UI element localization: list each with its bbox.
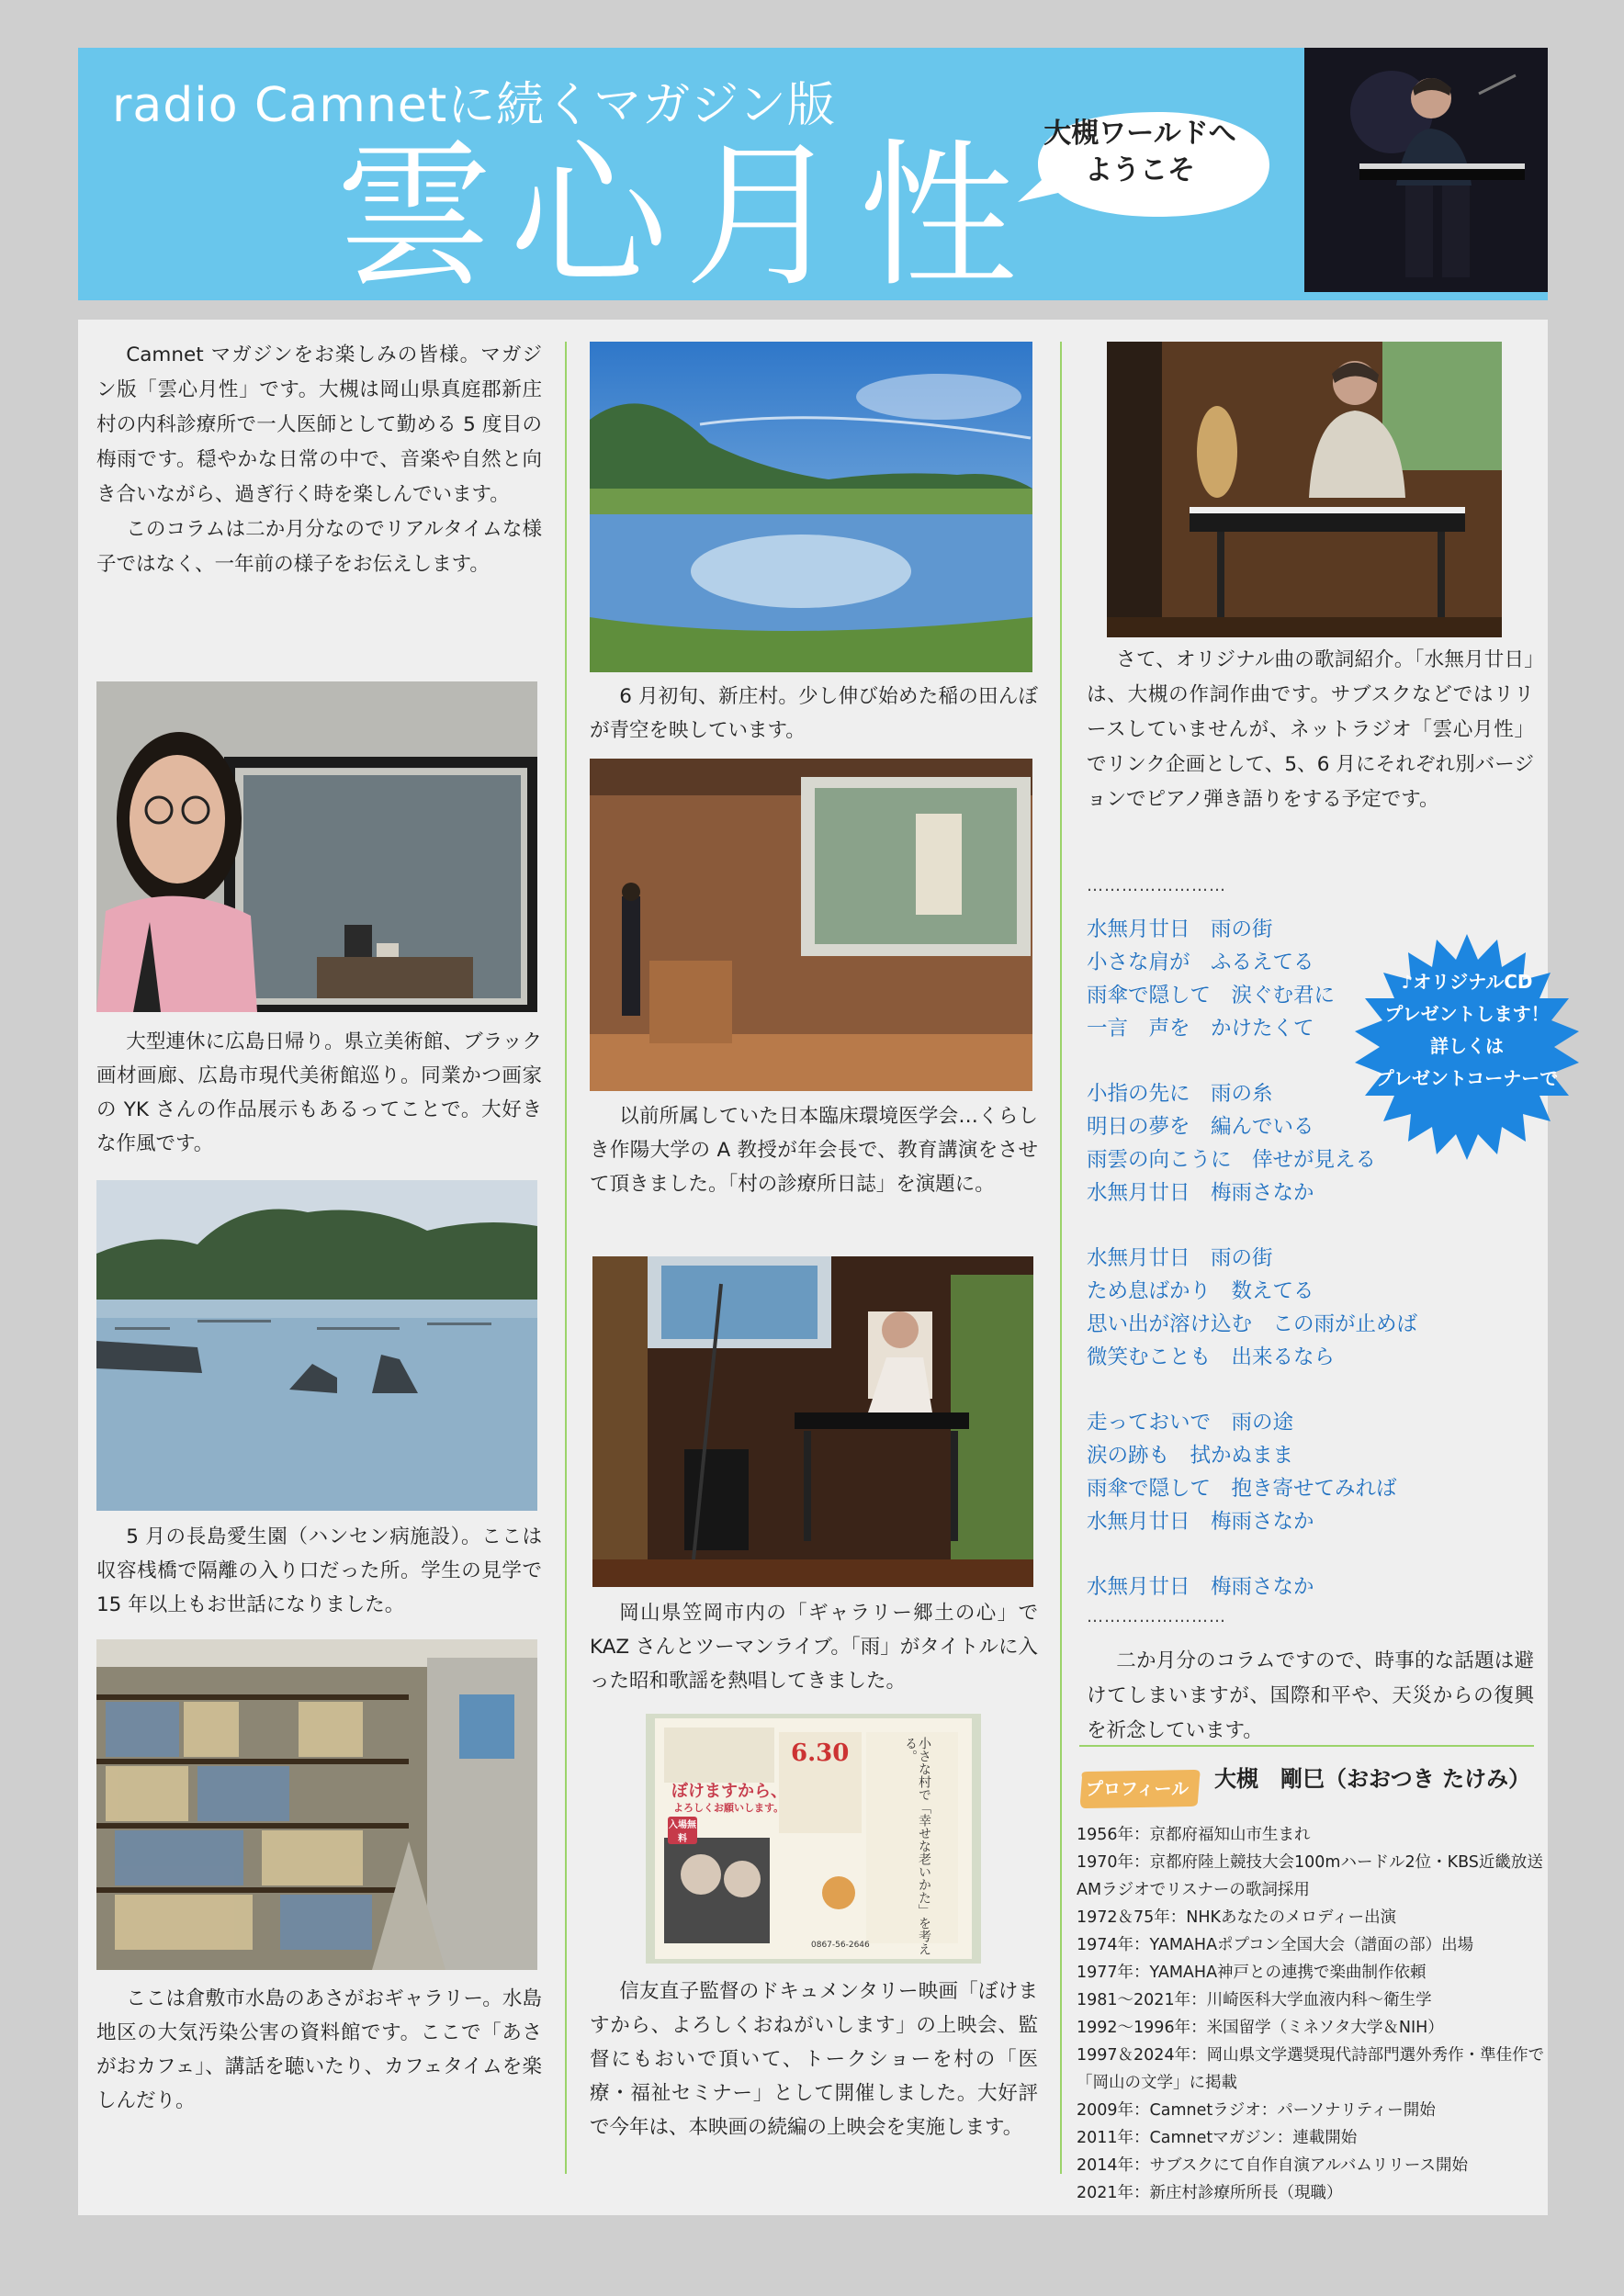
timeline-item: 2009年：Camnetラジオ：パーソナリティー開始: [1077, 2101, 1436, 2120]
cd-present-text: [1370, 966, 1563, 1095]
lyrics-line: 小さな肩が ふるえてる: [1087, 951, 1314, 974]
intro-paragraph-2: このコラムは二か月分なのでリアルタイムな様子ではなく、一年前の様子をお伝えします。: [96, 518, 542, 576]
starburst-line: ♪オリジナルCD: [1401, 971, 1533, 993]
library-gallery-photo: [96, 1639, 537, 1970]
timeline-item: 1974年：YAMAHAポプコン全国大会（譜面の部）出場: [1077, 1936, 1474, 1954]
library-caption: ここは倉敷市水島のあさがおギャラリー。水島地区の大気汚染公害の資料館です。ここで「あさがおカフェ」、講話を聴いたり、カフェタイムを楽しんだり。: [96, 1987, 542, 2112]
poster-free-badge: 入場無料: [668, 1817, 697, 1844]
column-1-caption-3: [96, 1982, 542, 2118]
nagashima-pier-photo: [96, 1180, 537, 1511]
museum-selfie-photo: [96, 681, 537, 1012]
column-divider: [1060, 342, 1062, 2174]
bubble-line-2: ようこそ: [1085, 154, 1195, 186]
lyrics-line: 明日の夢を 編んでいる: [1087, 1115, 1314, 1139]
dotted-separator: ……………………: [1087, 1607, 1226, 1626]
nagashima-caption: 5 月の長島愛生園（ハンセン病施設）。ここは収容桟橋で隔離の入り口だった所。学生の見学で 15 年以上もお世話になりました。: [96, 1525, 542, 1616]
starburst-line: プレゼントコーナーで: [1375, 1067, 1559, 1089]
live-concert-photo: [592, 1256, 1033, 1587]
column-2-caption-2: [590, 1099, 1038, 1201]
poster-vertical-text: 小さな村で「幸せな老いかた」を考える。: [903, 1737, 931, 1955]
profile-timeline: [1077, 1821, 1547, 2207]
lyrics-line: 雨傘で隠して 抱き寄せてみれば: [1087, 1477, 1397, 1501]
lyrics-stanza-3: [1087, 1242, 1534, 1374]
timeline-item: 1977年：YAMAHA神戸との連携で楽曲制作依頼: [1077, 1964, 1427, 1982]
column-3-text: [1087, 643, 1534, 817]
author-piano-photo: [1304, 48, 1548, 292]
lyrics-line: 涙の跡も 拭かぬまま: [1087, 1444, 1294, 1468]
lyrics-line: 一言 声を かけたくて: [1087, 1017, 1314, 1041]
museum-caption: 大型連休に広島日帰り。県立美術館、ブラック画材画廊、広島市現代美術館巡り。同業かつ画家の YK さんの作品展示もあるってことで。大好きな作風です。: [96, 1030, 542, 1155]
starburst-line: プレゼントします！: [1384, 1003, 1550, 1025]
lyrics-line: 水無月廿日 梅雨さなか: [1087, 1575, 1314, 1599]
rice-field-caption: 6 月初旬、新庄村。少し伸び始めた稲の田んぼが青空を映しています。: [590, 685, 1038, 742]
lyrics-line: 水無月廿日 雨の街: [1087, 917, 1273, 941]
dotted-separator: ……………………: [1087, 876, 1226, 895]
movie-poster-photo: [646, 1714, 981, 1964]
lyrics-stanza-4: [1087, 1406, 1534, 1538]
lyrics-line: 雨傘で隠して 涙ぐむ君に: [1087, 984, 1336, 1007]
lyrics-line: 水無月廿日 雨の街: [1087, 1246, 1273, 1270]
lyrics-line: ため息ばかり 数えてる: [1087, 1279, 1314, 1303]
column-2-caption-3: [590, 1596, 1038, 1698]
magazine-subtitle: radio Camnetに続くマガジン版: [112, 78, 836, 133]
timeline-item: 2021年：新庄村診療所所長（現職）: [1077, 2184, 1343, 2202]
lyrics-line: 微笑むことも 出来るなら: [1087, 1345, 1336, 1369]
timeline-item: 1972＆75年：NHKあなたのメロディー出演: [1077, 1908, 1397, 1927]
profile-name: 大槻 剛巳（おおつき たけみ）: [1214, 1766, 1531, 1792]
lyrics-line: 走っておいで 雨の途: [1087, 1411, 1294, 1435]
timeline-item: 1992～1996年：米国留学（ミネソタ大学＆NIH）: [1077, 2019, 1444, 2037]
piano-performance-photo: [1107, 342, 1502, 637]
movie-caption: 信友直子監督のドキュメンタリー映画「ぼけますから、よろしくおねがいします」の上映会、監督にもおいで頂いて、トークショーを村の「医療・福祉セミナー」として開催しました。大好評で今年は、本映画の続編の上映会を実施します。: [590, 1980, 1038, 2139]
starburst-line: 詳しくは: [1430, 1035, 1504, 1057]
column-divider: [565, 342, 567, 2174]
timeline-item: 1956年：京都府福知山市生まれ: [1077, 1826, 1311, 1844]
timeline-item: 2011年：Camnetマガジン：連載開始: [1077, 2129, 1358, 2147]
column-2-caption-4: [590, 1975, 1038, 2144]
lyrics-line: 思い出が溶け込む この雨が止めば: [1087, 1312, 1418, 1336]
page-title: 雲心月性: [335, 124, 1033, 309]
timeline-item: 1981～2021年：川崎医科大学血液内科～衛生学: [1077, 1991, 1432, 2009]
column-1-caption-1: [96, 1025, 542, 1161]
lyrics-stanza-5: [1087, 1570, 1534, 1604]
lecture-hall-photo: [590, 759, 1032, 1091]
lyrics-line: 小指の先に 雨の糸: [1087, 1082, 1273, 1106]
timeline-item: 1970年：京都府陸上競技大会100mハードル2位・KBS近畿放送AMラジオでリスナーの歌詞採用: [1077, 1853, 1543, 1899]
song-intro-paragraph: さて、オリジナル曲の歌詞紹介。「水無月廿日」は、大槻の作詞作曲です。サブスクなどではリリースしていませんが、ネットラジオ「雲心月性」でリンク企画として、5、6 月にそれぞれ別バージョンでピアノ弾き語りをする予定です。: [1087, 648, 1534, 811]
column-1-caption-2: [96, 1520, 542, 1622]
timeline-item: 1997＆2024年：岡山県文学選奨現代詩部門選外秀作・準佳作で「岡山の文学」に掲載: [1077, 2046, 1545, 2092]
profile-divider: [1079, 1745, 1534, 1747]
profile-tag: プロフィール: [1086, 1779, 1190, 1799]
intro-paragraph: Camnet マガジンをお楽しみの皆様。マガジン版「雲心月性」です。大槻は岡山県真庭郡新庄村の内科診療所で一人医師として勤める 5 度目の梅雨です。穏やかな日常の中で、音楽や自然と向き合いながら、過ぎ行く時を楽しんでいます。: [96, 343, 542, 506]
poster-title: ぼけますから、: [671, 1782, 787, 1801]
poster-date: 6.30: [791, 1739, 850, 1767]
rice-field-photo: [590, 342, 1032, 672]
timeline-item: 2014年：サブスクにて自作自演アルバムリリース開始: [1077, 2156, 1469, 2175]
column-1: [96, 338, 542, 582]
closing-paragraph: 二か月分のコラムですので、時事的な話題は避けてしまいますが、国際和平や、天災からの復興を祈念しています。: [1087, 1649, 1534, 1742]
lyrics-line: 水無月廿日 梅雨さなか: [1087, 1181, 1314, 1205]
lecture-caption: 以前所属していた日本臨床環境医学会…くらしき作陽大学の A 教授が年会長で、教育講演をさせて頂きました。「村の診療所日誌」を演題に。: [590, 1105, 1038, 1196]
live-caption: 岡山県笠岡市内の「ギャラリー郷土の心」で KAZ さんとツーマンライブ。「雨」がタイトルに入った昭和歌謡を熱唱してきました。: [590, 1602, 1038, 1693]
poster-subtitle: よろしくお願いします。: [673, 1802, 784, 1814]
column-2-caption-1: [590, 680, 1038, 748]
bubble-line-1: 大槻ワールドへ: [1043, 118, 1236, 150]
lyrics-line: 水無月廿日 梅雨さなか: [1087, 1510, 1314, 1534]
lyrics-line: 雨雲の向こうに 倖せが見える: [1087, 1148, 1377, 1172]
bubble-text: [1038, 116, 1242, 189]
poster-phone: 0867-56-2646: [811, 1941, 870, 1950]
